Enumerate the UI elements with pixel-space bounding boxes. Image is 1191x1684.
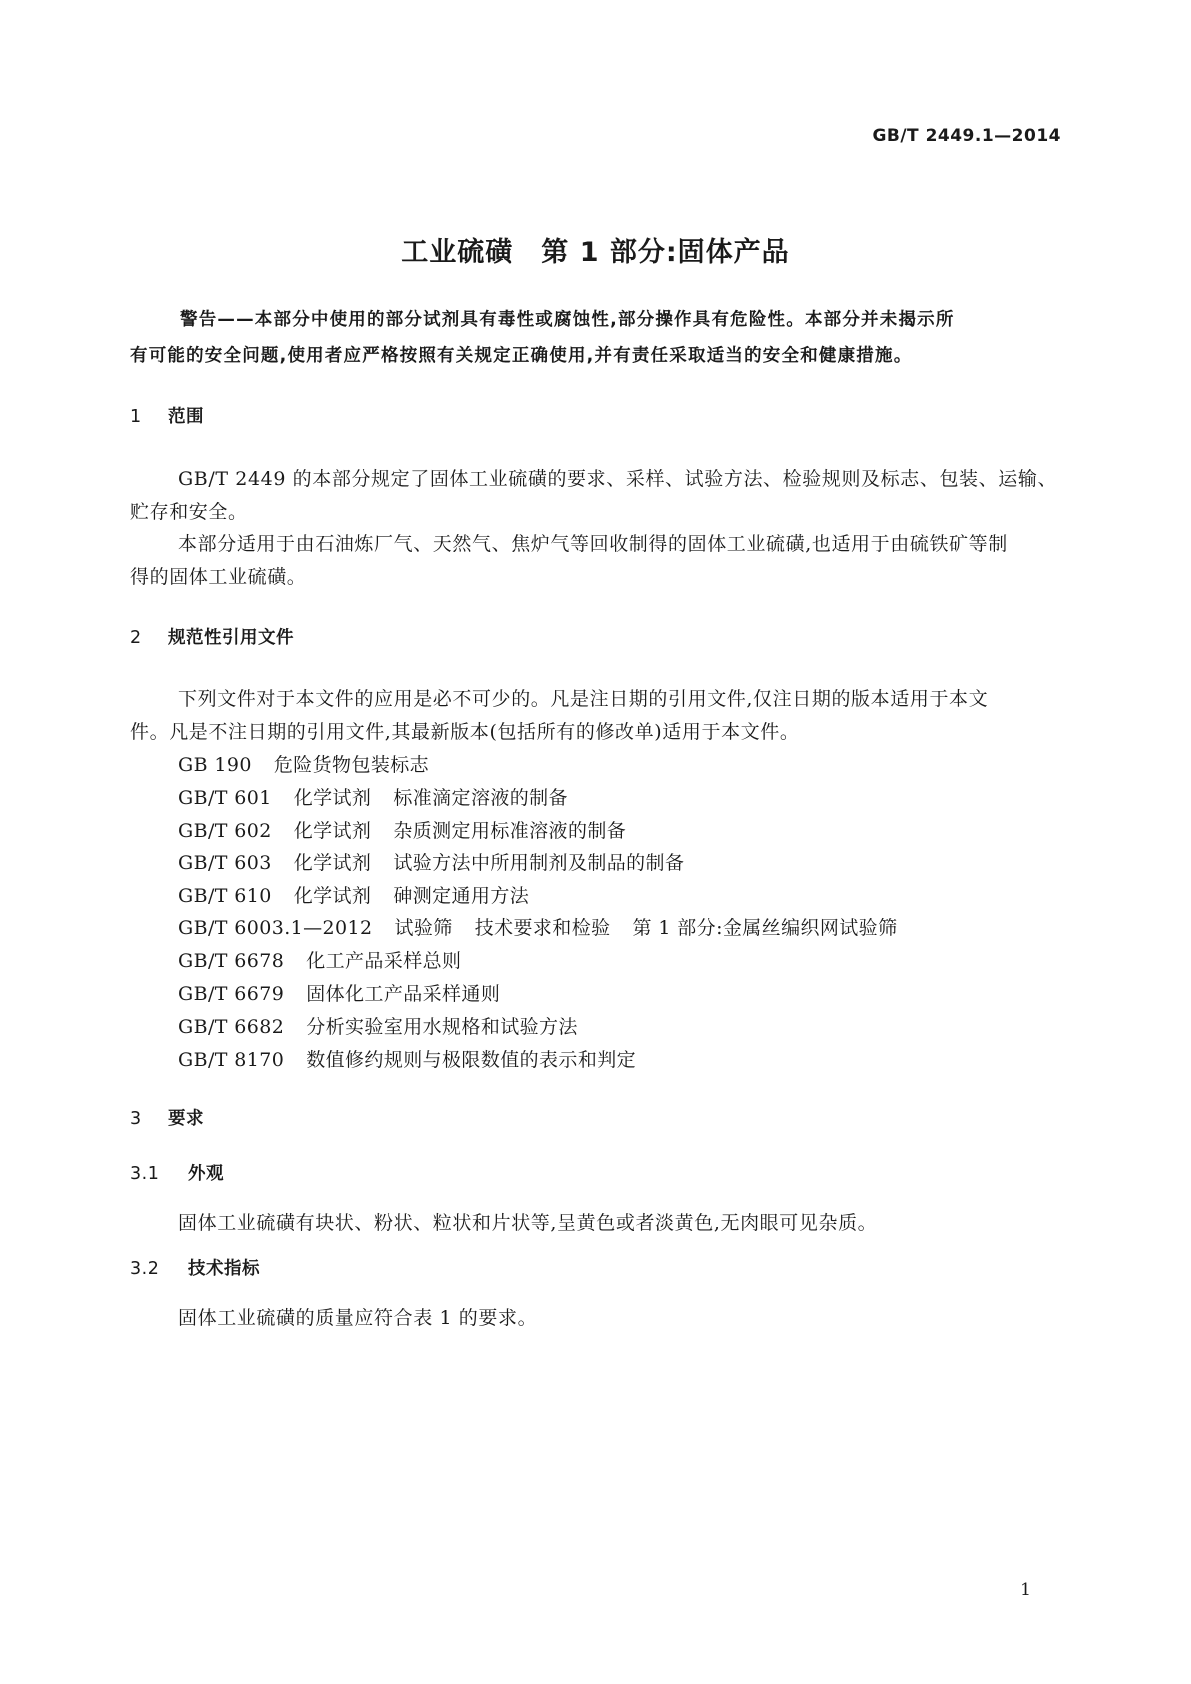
section-1-paragraph-2-line-2: 得的固体工业硫磺。 (130, 566, 307, 588)
section-number: 2 (130, 628, 142, 648)
section-1-paragraph-1-line-1: GB/T 2449 的本部分规定了固体工业硫磺的要求、采样、试验方法、检验规则及标志、包装、运输、 (178, 468, 1058, 490)
document-title: 工业硫磺 第 1 部分:固体产品 (401, 237, 790, 268)
section-1-paragraph-2-line-1: 本部分适用于由石油炼厂气、天然气、焦炉气等回收制得的固体工业硫磺,也适用于由硫铁矿等制 (178, 533, 1008, 555)
reference-title: 固体化工产品采样通则 (306, 983, 501, 1005)
reference-code: GB/T 601 (178, 787, 272, 809)
reference-code: GB/T 610 (178, 885, 272, 907)
reference-code: GB 190 (178, 754, 252, 776)
page-number: 1 (1020, 1580, 1031, 1600)
reference-title: 数值修约规则与极限数值的表示和判定 (306, 1049, 637, 1071)
reference-subtitle: 杂质测定用标准溶液的制备 (393, 820, 627, 842)
reference-subtitle: 标准滴定溶液的制备 (393, 787, 568, 809)
section-title: 范围 (168, 407, 204, 427)
section-title: 外观 (188, 1164, 224, 1184)
reference-subtitle: 技术要求和检验 (474, 917, 611, 939)
section-number: 3 (130, 1109, 142, 1129)
reference-title: 化学试剂 (293, 820, 372, 842)
reference-code: GB/T 6003.1—2012 (178, 917, 373, 939)
reference-item (178, 1012, 578, 1039)
reference-title: 试验筛 (394, 917, 453, 939)
section-2-paragraph-line-2: 件。凡是不注日期的引用文件,其最新版本(包括所有的修改单)适用于本文件。 (130, 721, 800, 743)
warning-line-1: 警告——本部分中使用的部分试剂具有毒性或腐蚀性,部分操作具有危险性。本部分并未揭示所 (180, 310, 955, 330)
reference-item (178, 881, 529, 908)
reference-title: 化学试剂 (293, 852, 372, 874)
reference-item (178, 1045, 636, 1072)
reference-title: 化学试剂 (293, 885, 372, 907)
reference-item (178, 979, 500, 1006)
reference-item (178, 783, 568, 810)
section-3-1-paragraph: 固体工业硫磺有块状、粉状、粒状和片状等,呈黄色或者淡黄色,无肉眼可见杂质。 (178, 1212, 878, 1234)
section-number: 3.2 (130, 1259, 160, 1279)
section-1-heading (130, 403, 204, 428)
reference-item (178, 913, 898, 940)
reference-part: 第 1 部分:金属丝编织网试验筛 (632, 917, 898, 939)
reference-code: GB/T 602 (178, 820, 272, 842)
section-number: 3.1 (130, 1164, 160, 1184)
section-title: 规范性引用文件 (168, 628, 294, 648)
section-2-paragraph-line-1: 下列文件对于本文件的应用是必不可少的。凡是注日期的引用文件,仅注日期的版本适用于本文 (178, 688, 989, 710)
section-1-paragraph-1-line-2: 贮存和安全。 (130, 501, 248, 523)
reference-title: 危险货物包装标志 (273, 754, 430, 776)
reference-item (178, 750, 429, 777)
reference-code: GB/T 603 (178, 852, 272, 874)
section-2-heading (130, 624, 294, 649)
reference-subtitle: 试验方法中所用制剂及制品的制备 (393, 852, 685, 874)
section-3-1-heading (130, 1160, 224, 1185)
reference-code: GB/T 6678 (178, 950, 285, 972)
section-title: 技术指标 (188, 1259, 260, 1279)
reference-item (178, 848, 684, 875)
reference-code: GB/T 6682 (178, 1016, 285, 1038)
section-3-heading (130, 1105, 204, 1130)
reference-item (178, 946, 461, 973)
reference-title: 化学试剂 (293, 787, 372, 809)
reference-item (178, 816, 626, 843)
section-3-2-paragraph: 固体工业硫磺的质量应符合表 1 的要求。 (178, 1307, 538, 1329)
warning-line-2: 有可能的安全问题,使用者应严格按照有关规定正确使用,并有责任采取适当的安全和健康措施。 (130, 346, 913, 366)
standard-code: GB/T 2449.1—2014 (872, 126, 1061, 146)
section-title: 要求 (168, 1109, 204, 1129)
reference-code: GB/T 8170 (178, 1049, 285, 1071)
reference-title: 分析实验室用水规格和试验方法 (306, 1016, 578, 1038)
reference-subtitle: 砷测定通用方法 (393, 885, 530, 907)
reference-code: GB/T 6679 (178, 983, 285, 1005)
section-3-2-heading (130, 1255, 260, 1280)
section-number: 1 (130, 407, 142, 427)
reference-title: 化工产品采样总则 (306, 950, 462, 972)
